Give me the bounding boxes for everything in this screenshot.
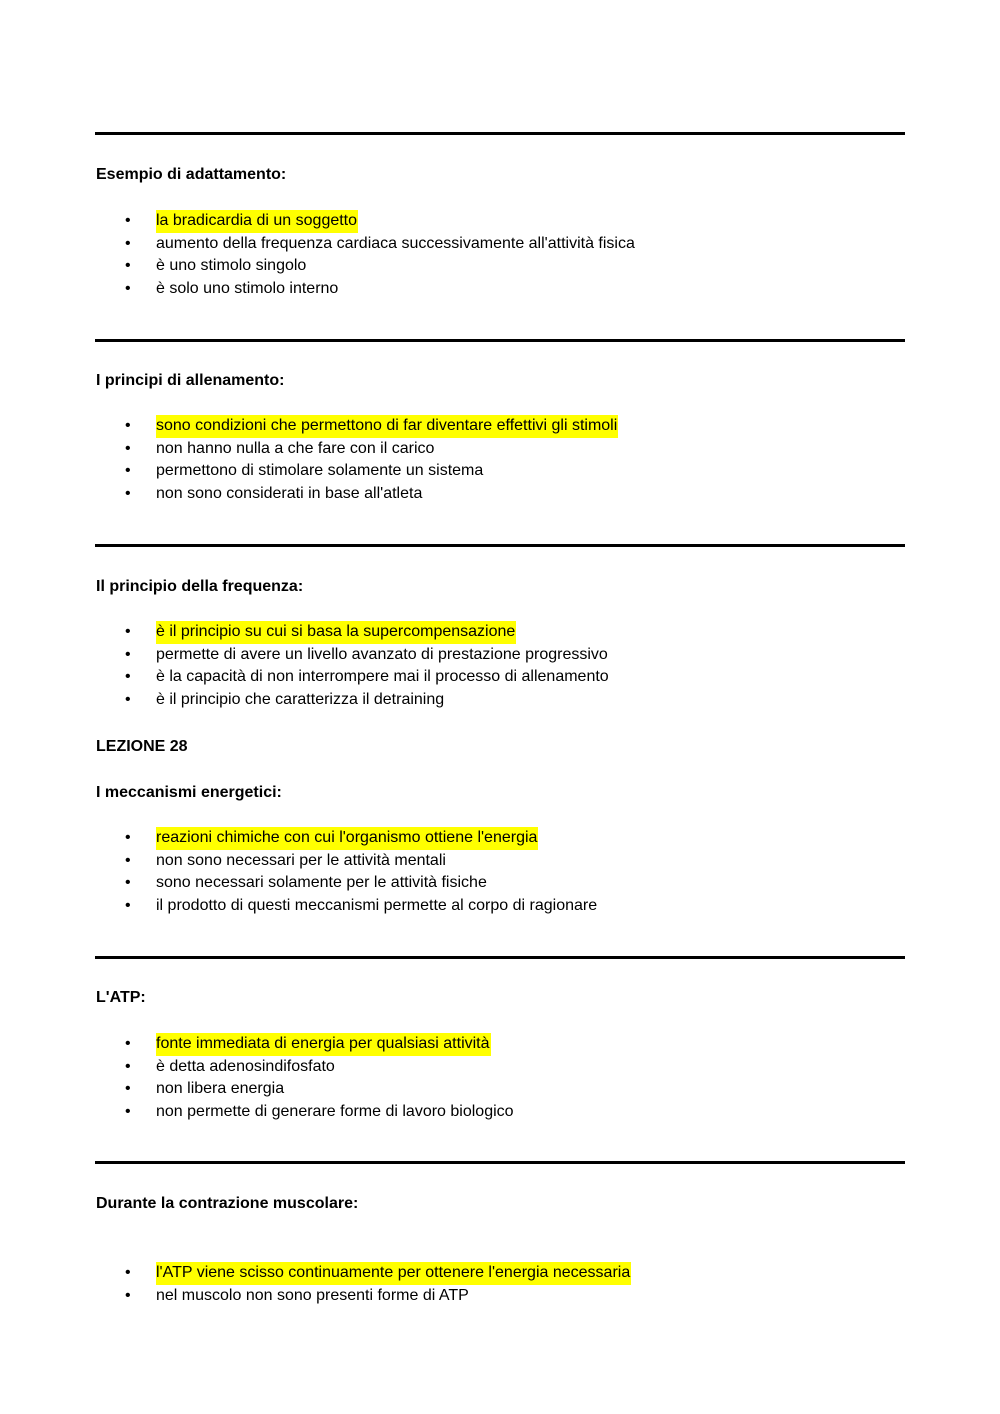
bullet-icon: • xyxy=(125,1057,131,1075)
answer-text: aumento della frequenza cardiaca successivamente all'attività fisica xyxy=(156,234,635,252)
bullet-icon: • xyxy=(125,897,131,915)
correct-answer: sono condizioni che permettono di far diventare effettivi gli stimoli xyxy=(156,415,618,438)
answer-text: è solo uno stimolo interno xyxy=(156,280,339,298)
bullet-icon: • xyxy=(125,623,131,640)
bullet-icon: • xyxy=(125,1103,131,1121)
section-divider xyxy=(95,956,905,959)
answer-text: è il principio che caratterizza il detraining xyxy=(156,691,445,709)
bullet-icon: • xyxy=(125,417,131,434)
correct-answer: fonte immediata di energia per qualsiasi attività xyxy=(156,1033,491,1056)
answer-text: nel muscolo non sono presenti forme di ATP xyxy=(156,1286,469,1304)
bullet-icon: • xyxy=(125,280,131,298)
answer-text: permettono di stimolare solamente un sistema xyxy=(156,462,484,480)
question-heading: I meccanismi energetici: xyxy=(96,784,282,801)
correct-answer: è il principio su cui si basa la supercompensazione xyxy=(156,621,516,644)
bullet-icon: • xyxy=(125,851,131,869)
bullet-icon: • xyxy=(125,829,131,846)
answer-text: non sono necessari per le attività mentali xyxy=(156,851,446,869)
answer-text: è detta adenosindifosfato xyxy=(156,1057,335,1075)
lesson-title: LEZIONE 28 xyxy=(96,738,188,755)
section-divider xyxy=(95,339,905,342)
answer-text: sono necessari solamente per le attività fisiche xyxy=(156,874,487,892)
correct-answer: reazioni chimiche con cui l'organismo ottiene l'energia xyxy=(156,827,538,850)
answer-text: il prodotto di questi meccanismi permette al corpo di ragionare xyxy=(156,897,598,915)
bullet-icon: • xyxy=(125,234,131,252)
answer-text: non hanno nulla a che fare con il carico xyxy=(156,439,435,457)
answer-text: non sono considerati in base all'atleta xyxy=(156,485,423,503)
bullet-icon: • xyxy=(125,645,131,663)
bullet-icon: • xyxy=(125,439,131,457)
bullet-icon: • xyxy=(125,1264,131,1281)
bullet-icon: • xyxy=(125,1035,131,1052)
bullet-icon: • xyxy=(125,874,131,892)
bullet-icon: • xyxy=(125,668,131,686)
bullet-icon: • xyxy=(125,485,131,503)
correct-answer: l'ATP viene scisso continuamente per ottenere l'energia necessaria xyxy=(156,1262,631,1285)
correct-answer: la bradicardia di un soggetto xyxy=(156,210,358,233)
answer-text: non permette di generare forme di lavoro biologico xyxy=(156,1103,514,1121)
bullet-icon: • xyxy=(125,1080,131,1098)
section-divider xyxy=(95,132,905,135)
section-divider xyxy=(95,1161,905,1164)
question-heading: Durante la contrazione muscolare: xyxy=(96,1195,359,1212)
bullet-icon: • xyxy=(125,691,131,709)
answer-text: è la capacità di non interrompere mai il processo di allenamento xyxy=(156,668,609,686)
question-heading: I principi di allenamento: xyxy=(96,372,285,389)
answer-text: non libera energia xyxy=(156,1080,285,1098)
bullet-icon: • xyxy=(125,462,131,480)
question-heading: Esempio di adattamento: xyxy=(96,166,287,183)
bullet-icon: • xyxy=(125,212,131,229)
bullet-icon: • xyxy=(125,1286,131,1304)
section-divider xyxy=(95,544,905,547)
answer-text: permette di avere un livello avanzato di prestazione progressivo xyxy=(156,645,608,663)
bullet-icon: • xyxy=(125,257,131,275)
question-heading: Il principio della frequenza: xyxy=(96,578,304,595)
answer-text: è uno stimolo singolo xyxy=(156,257,307,275)
question-heading: L'ATP: xyxy=(96,989,146,1006)
